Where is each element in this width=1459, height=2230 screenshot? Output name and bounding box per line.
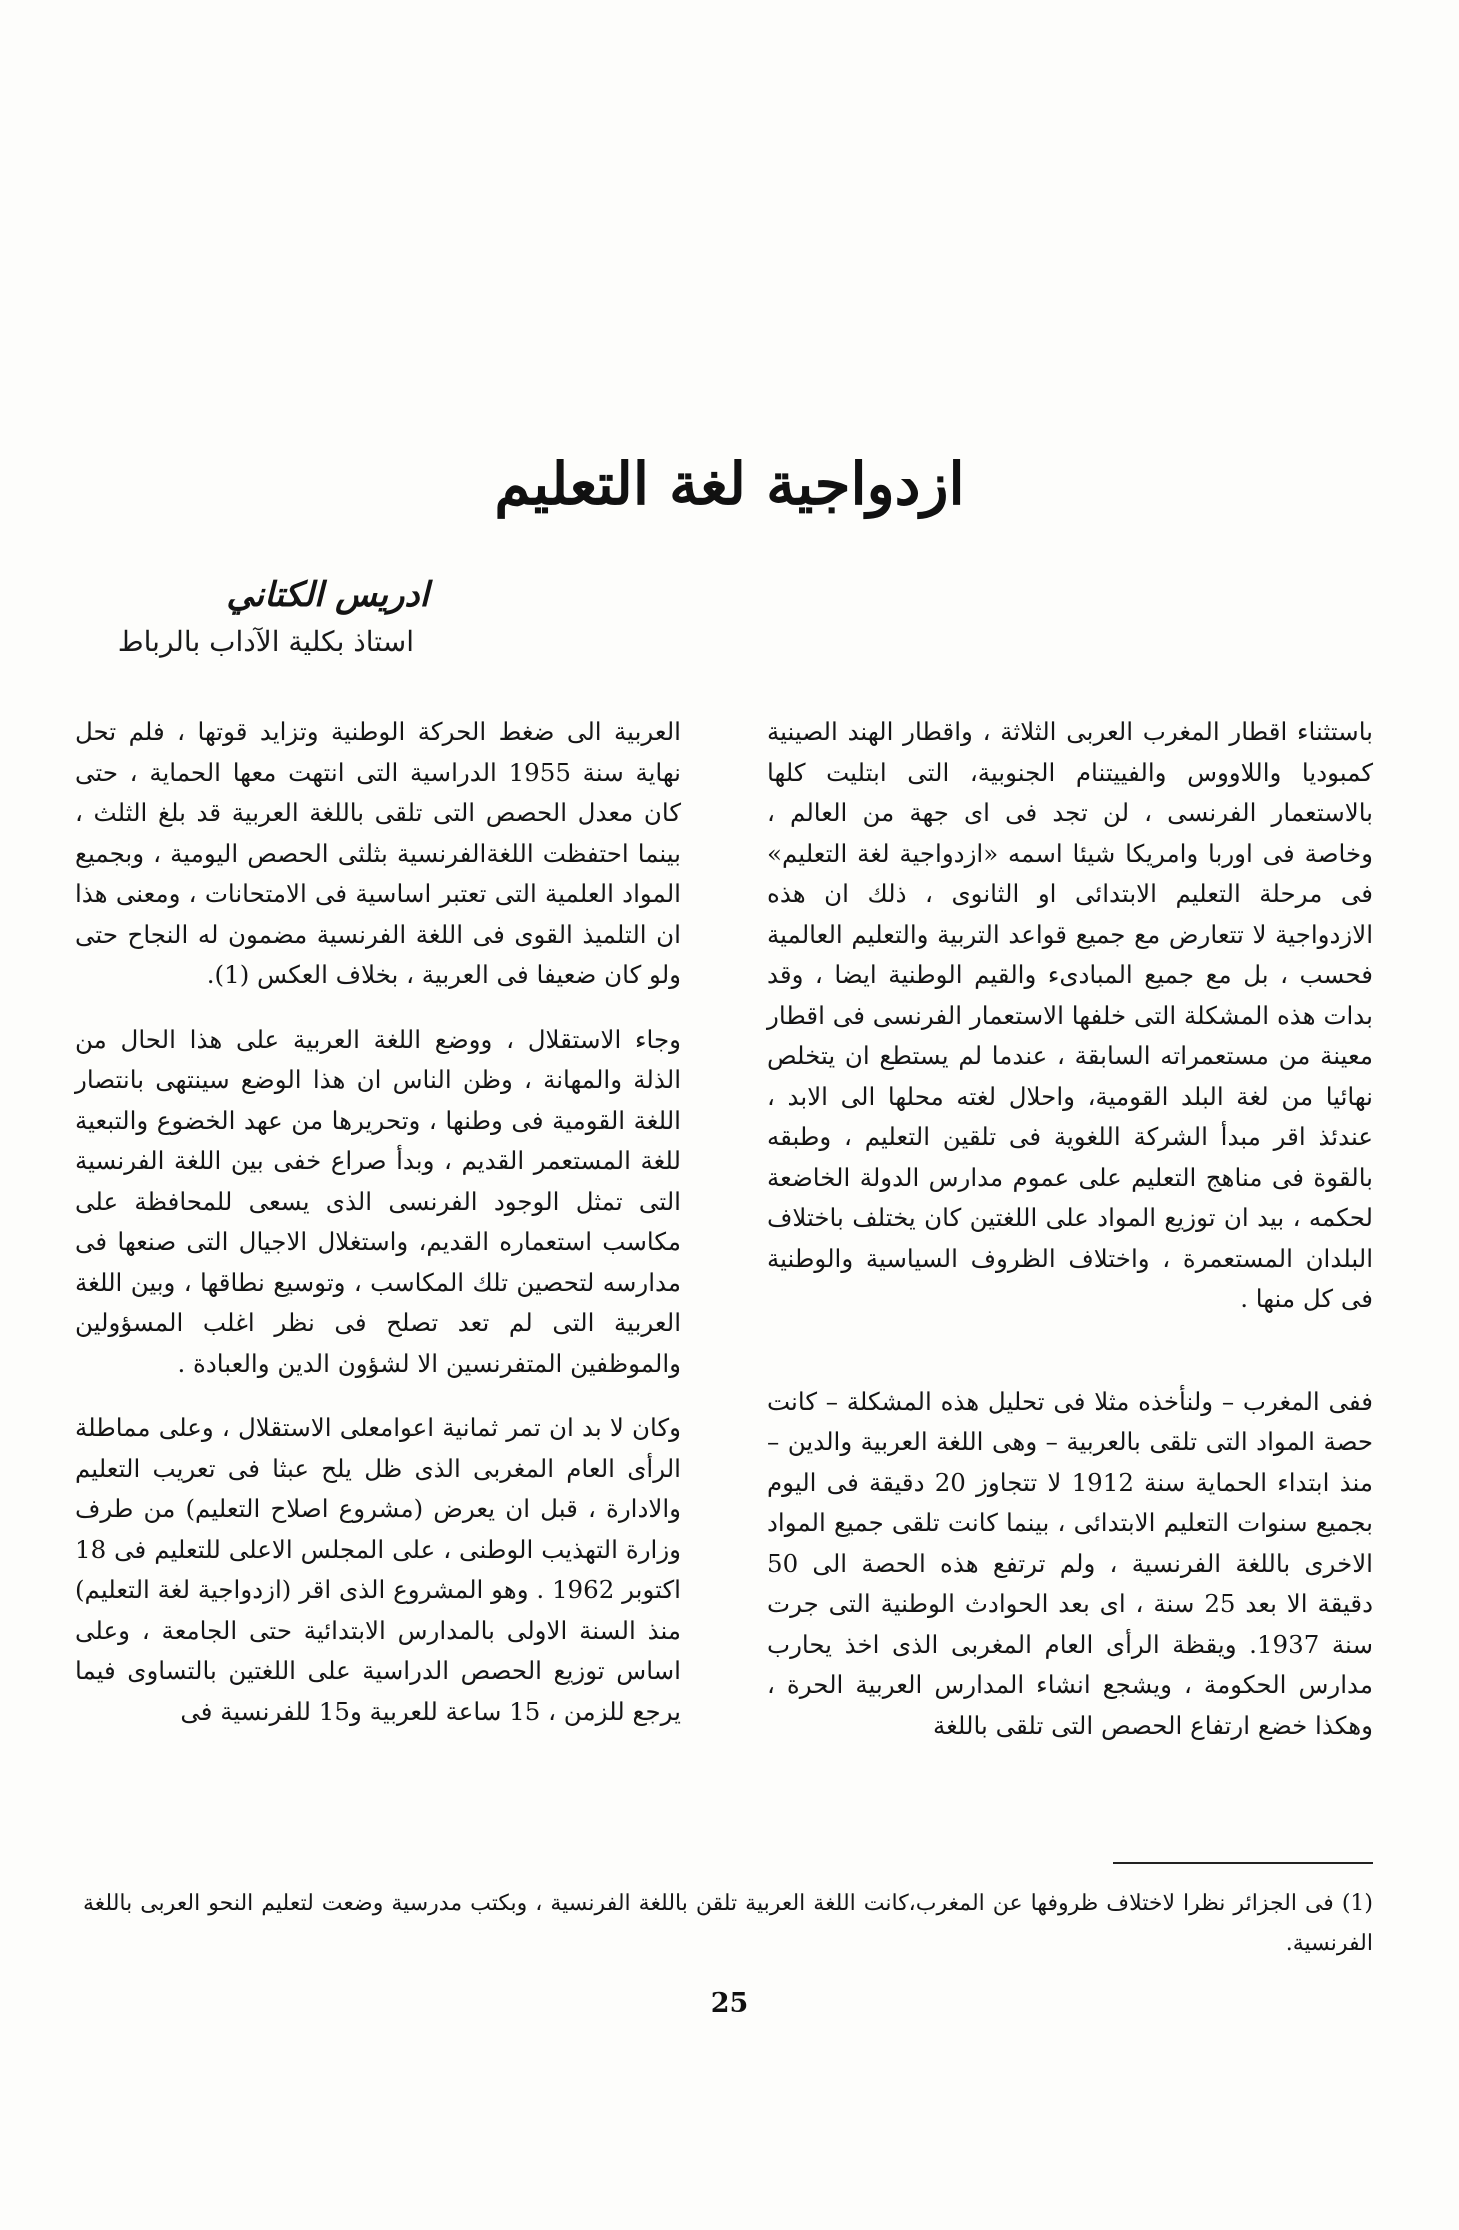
text-column-right — [767, 712, 1373, 1746]
page-number: 25 — [710, 1988, 749, 2019]
footnote-text: (1) فى الجزائر نظرا لاختلاف ظروفها عن المغرب،كانت اللغة العربية تلقن باللغة الفرنسية ، وبكتب مدرسية وضعت لتعليم النحو العربى باللغة الفرنسية. — [83, 1891, 1373, 1956]
paragraph: وجاء الاستقلال ، ووضع اللغة العربية على هذا الحال من الذلة والمهانة ، وظن الناس ان هذا الوضع سينتهى بانتصار اللغة القومية فى وطنها ، وتحريرها من عهد الخضوع والتبعية للغة المستعمر القديم ، وبدأ صراع خفى بين اللغة الفرنسية التى تمثل الوجود الفرنسى الذى يسعى للمحافظة على مكاسب استعماره القديم، واستغلال الاجيال التى صنعها فى مدارسه لتحصين تلك المكاسب ، وتوسيع نطاقها ، وبين اللغة العربية التى لم تعد تصلح فى نظر اغلب المسؤولين والموظفين المتفرنسين الا لشؤون الدين والعبادة . — [75, 1024, 681, 1378]
footnote-divider — [1113, 1862, 1373, 1864]
author-name: ادريس الكتاني — [226, 575, 429, 615]
footnote — [83, 1884, 1373, 1964]
paragraph: العربية الى ضغط الحركة الوطنية وتزايد قوتها ، فلم تحل نهاية سنة 1955 الدراسية التى انتهت معها الحماية ، حتى كان معدل الحصص التى تلقى باللغة العربية قد بلغ الثلث ، بينما احتفظت اللغةالفرنسية بثلثى الحصص اليومية ، وبجميع المواد العلمية التى تعتبر اساسية فى الامتحانات ، ومعنى هذا ان التلميذ القوى فى اللغة الفرنسية مضمون له النجاح حتى ولو كان ضعيفا فى العربية ، بخلاف العكس (1). — [75, 717, 681, 989]
author-affiliation: استاذ بكلية الآداب بالرباط — [117, 625, 414, 658]
paragraph: باستثناء اقطار المغرب العربى الثلاثة ، واقطار الهند الصينية كمبوديا واللاووس والفييتنام الجنوبية، التى ابتليت كلها بالاستعمار الفرنسى ، لن تجد فى اى جهة من العالم ، وخاصة فى اوربا وامريكا شيئا اسمه «ازدواجية لغة التعليم» فى مرحلة التعليم الابتدائى او الثانوى ، ذلك ان هذه الازدواجية لا تتعارض مع جميع قواعد التربية والتعليم العالمية فحسب ، بل مع جميع المبادىء والقيم الوطنية ايضا ، وقد بدات هذه المشكلة التى خلفها الاستعمار الفرنسى فى اقطار معينة من مستعمراته السابقة ، عندما لم يستطع ان يتخلص نهائيا من لغة البلد القومية، واحلال لغته محلها الى الابد ، عندئذ اقر مبدأ الشركة اللغوية فى تلقين التعليم ، وطبقه بالقوة فى مناهج التعليم على عموم مدارس الدولة الخاضعة لحكمه ، بيد ان توزيع المواد على اللغتين كان يختلف باختلاف البلدان المستعمرة ، واختلاف الظروف السياسية والوطنية فى كل منها . — [767, 717, 1373, 1313]
paragraph: ففى المغرب – ولنأخذه مثلا فى تحليل هذه المشكلة – كانت حصة المواد التى تلقى بالعربية – وهى اللغة العربية والدين – منذ ابتداء الحماية سنة 1912 لا تتجاوز 20 دقيقة فى اليوم بجميع سنوات التعليم الابتدائى ، بينما كانت تلقى جميع المواد الاخرى باللغة الفرنسية ، ولم ترتفع هذه الحصة الى 50 دقيقة الا بعد 25 سنة ، اى بعد الحوادث الوطنية التى جرت سنة 1937. ويقظة الرأى العام المغربى الذى اخذ يحارب مدارس الحكومة ، ويشجع انشاء المدارس العربية الحرة ، وهكذا خضع ارتفاع الحصص التى تلقى باللغة — [767, 1386, 1374, 1740]
text-column-left — [75, 712, 681, 1732]
paragraph: وكان لا بد ان تمر ثمانية اعوامعلى الاستقلال ، وعلى مماطلة الرأى العام المغربى الذى ظل يلح عبثا فى تعريب التعليم والادارة ، قبل ان يعرض (مشروع اصلاح التعليم) من طرف وزارة التهذيب الوطنى ، على المجلس الاعلى للتعليم فى 18 اكتوبر 1962 . وهو المشروع الذى اقر (ازدواجية لغة التعليم) منذ السنة الاولى بالمدارس الابتدائية حتى الجامعة ، وعلى اساس توزيع الحصص الدراسية على اللغتين بالتساوى فيما يرجع للزمن ، 15 ساعة للعربية و15 للفرنسية فى — [75, 1413, 681, 1726]
article-title: ازدواجية لغة التعليم — [494, 449, 965, 518]
